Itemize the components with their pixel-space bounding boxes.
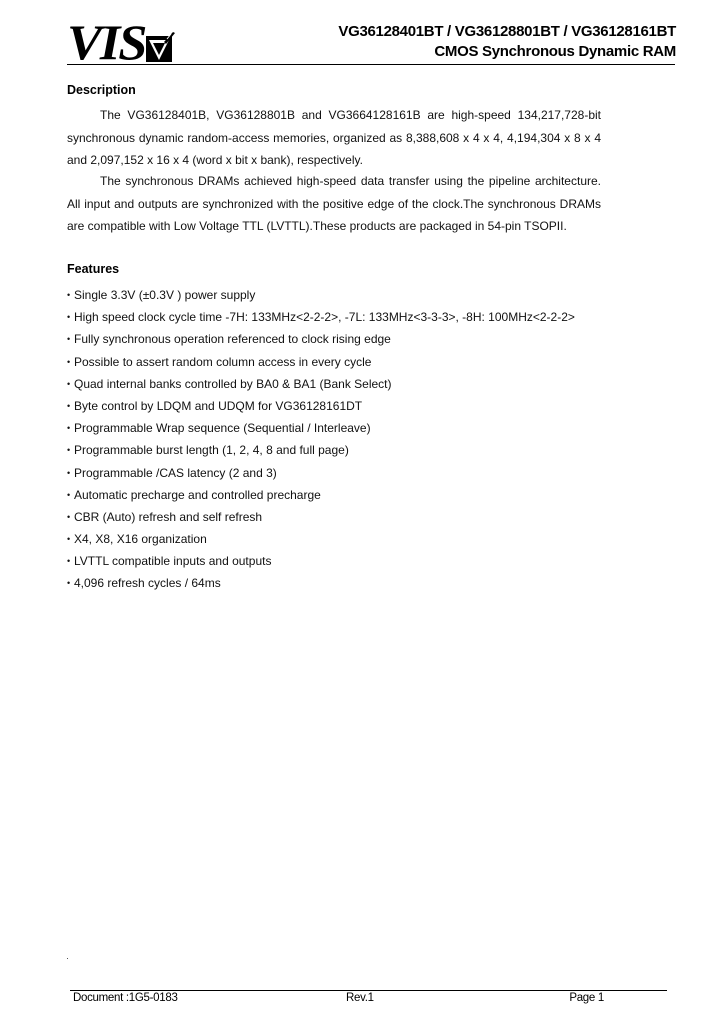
product-subtitle: CMOS Synchronous Dynamic RAM bbox=[434, 43, 676, 60]
feature-item: • Byte control by LDQM and UDQM for VG36128161DT bbox=[67, 395, 575, 417]
feature-item: • LVTTL compatible inputs and outputs bbox=[67, 550, 575, 572]
feature-item: • Automatic precharge and controlled precharge bbox=[67, 484, 575, 506]
feature-item: • Programmable /CAS latency (2 and 3) bbox=[67, 462, 575, 484]
feature-item: • Fully synchronous operation referenced to clock rising edge bbox=[67, 328, 575, 350]
feature-item: • Single 3.3V (±0.3V ) power supply bbox=[67, 284, 575, 306]
features-heading: Features bbox=[67, 262, 120, 276]
description-text-2: The synchronous DRAMs achieved high-speed data transfer using the pipeline architecture. All input and outputs are synchronized with the positive edge of the clock.The synchronous DRAMs are compatible with Low Voltage TTL (LVTTL).These products are packaged in 54-pin TSOPII. bbox=[67, 174, 601, 233]
bullet-icon: • bbox=[67, 423, 71, 434]
bullet-icon: • bbox=[67, 467, 71, 478]
header-divider bbox=[67, 64, 675, 65]
features-list bbox=[67, 284, 575, 595]
bullet-icon: • bbox=[67, 356, 71, 367]
document-header bbox=[338, 22, 676, 62]
feature-item: • X4, X8, X16 organization bbox=[67, 528, 575, 550]
page-number: Page 1 bbox=[569, 992, 604, 1004]
bullet-icon: • bbox=[67, 312, 71, 323]
part-numbers: VG36128401BT / VG36128801BT / VG36128161BT bbox=[338, 23, 676, 40]
feature-item: • Programmable Wrap sequence (Sequential / Interleave) bbox=[67, 417, 575, 439]
feature-item: • 4,096 refresh cycles / 64ms bbox=[67, 572, 575, 594]
bullet-icon: • bbox=[67, 400, 71, 411]
feature-item: • CBR (Auto) refresh and self refresh bbox=[67, 506, 575, 528]
bullet-icon: • bbox=[67, 578, 71, 589]
stray-mark bbox=[67, 958, 68, 959]
footer-divider bbox=[70, 990, 667, 991]
revision: Rev.1 bbox=[346, 992, 374, 1004]
logo-wordmark: VIS bbox=[67, 14, 146, 70]
description-text-1: The VG36128401B, VG36128801B and VG3664128161B are high-speed 134,217,728-bit synchronous dynamic random-access memories, organized as 8,388,608 x 4 x 4, 4,194,304 x 8 x 4 and 2,097,152 x 16 x 4 (word x bit x bank), respectively. bbox=[67, 108, 601, 167]
feature-item: • Programmable burst length (1, 2, 4, 8 and full page) bbox=[67, 439, 575, 461]
page-footer bbox=[70, 992, 667, 1008]
description-paragraph-1 bbox=[67, 104, 601, 172]
bullet-icon: • bbox=[67, 511, 71, 522]
inverted-triangle-logo-icon bbox=[146, 32, 176, 62]
feature-item: • High speed clock cycle time -7H: 133MHz<2-2-2>, -7L: 133MHz<3-3-3>, -8H: 100MHz<2-2-2> bbox=[67, 306, 575, 328]
document-number: Document :1G5-0183 bbox=[73, 992, 178, 1004]
bullet-icon: • bbox=[67, 334, 71, 345]
bullet-icon: • bbox=[67, 534, 71, 545]
feature-item: • Possible to assert random column access in every cycle bbox=[67, 351, 575, 373]
bullet-icon: • bbox=[67, 556, 71, 567]
description-heading: Description bbox=[67, 83, 136, 97]
description-paragraph-2 bbox=[67, 170, 601, 238]
bullet-icon: • bbox=[67, 378, 71, 389]
bullet-icon: • bbox=[67, 445, 71, 456]
feature-item: • Quad internal banks controlled by BA0 & BA1 (Bank Select) bbox=[67, 373, 575, 395]
company-logo bbox=[67, 14, 176, 70]
bullet-icon: • bbox=[67, 489, 71, 500]
bullet-icon: • bbox=[67, 290, 71, 300]
